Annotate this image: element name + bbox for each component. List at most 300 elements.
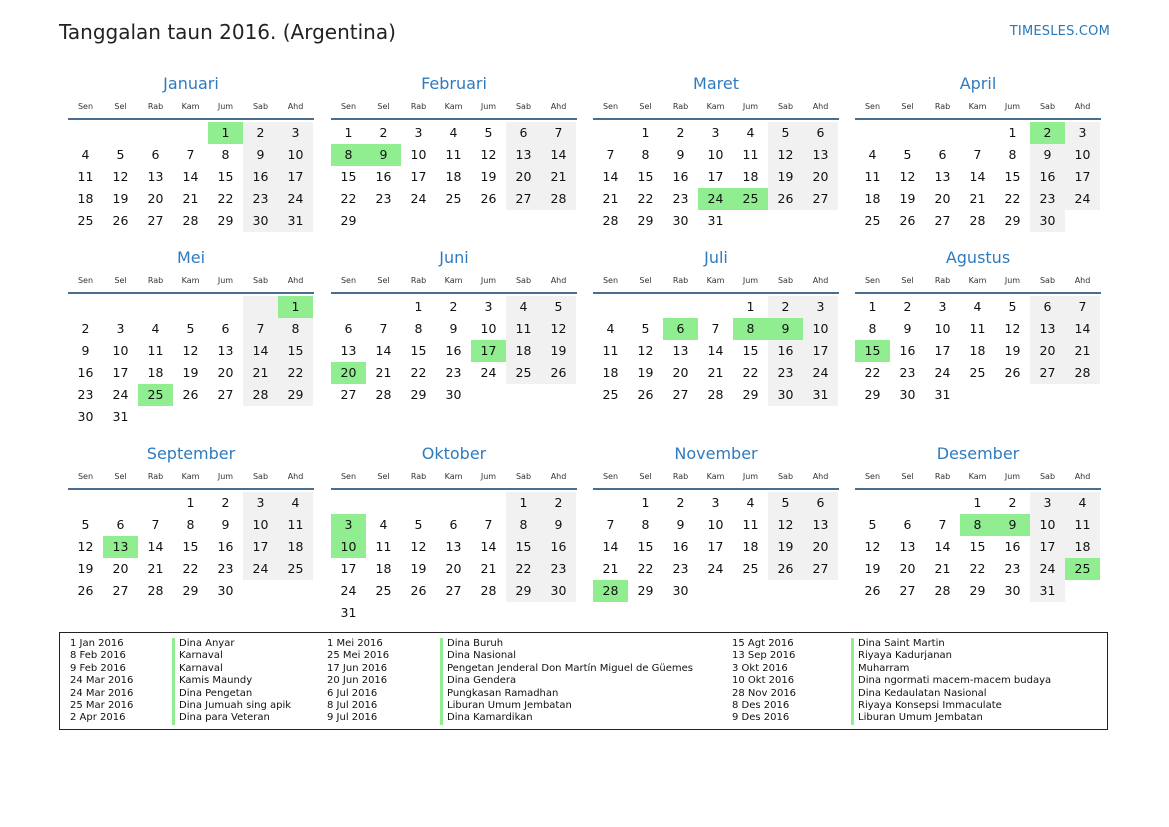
day-cell: 20 (112, 561, 129, 576)
day-cell: 5 (1008, 299, 1017, 314)
day-cell: 20 (217, 365, 234, 380)
legend-dates-3 (732, 638, 796, 725)
weekday-label: Sen (602, 276, 619, 285)
month-agustus (855, 247, 1101, 406)
day-cell: 19 (480, 169, 497, 184)
holiday-day-cell: 24 (698, 188, 733, 210)
day-cell: 29 (969, 583, 986, 598)
holiday-date: 25 Mar 2016 (70, 699, 134, 711)
month-april (855, 73, 1101, 232)
day-cell: 14 (243, 340, 278, 362)
weekday-label: Kam (968, 276, 987, 285)
empty-cell (103, 492, 138, 514)
empty-cell (366, 492, 401, 514)
holiday-name: Kamis Maundy (172, 675, 291, 687)
month-januari (68, 73, 314, 232)
day-cell: 31 (340, 605, 357, 620)
day-cell: 6 (116, 517, 125, 532)
holiday-day-cell: 8 (960, 514, 995, 536)
day-cell: 17 (934, 343, 951, 358)
day-cell: 29 (182, 583, 199, 598)
day-cell: 17 (340, 561, 357, 576)
day-cell: 12 (77, 539, 94, 554)
weekday-label: Rab (147, 276, 164, 285)
weekday-label: Jum (217, 276, 234, 285)
day-grid (68, 492, 313, 602)
day-cell: 3 (278, 122, 313, 144)
day-cell: 4 (151, 321, 160, 336)
day-cell: 2 (1008, 495, 1017, 510)
holiday-name: Dina Kamardikan (440, 712, 693, 724)
weekday-label: Sab (515, 472, 532, 481)
day-cell: 31 (803, 384, 838, 406)
day-cell: 13 (340, 343, 357, 358)
day-cell: 13 (147, 169, 164, 184)
weekday-label: Rab (934, 102, 951, 111)
day-cell: 31 (1030, 580, 1065, 602)
day-cell: 3 (938, 299, 947, 314)
day-cell: 22 (1004, 191, 1021, 206)
holiday-legend (59, 632, 1108, 730)
weekday-label: Rab (672, 276, 689, 285)
holiday-day-cell: 6 (663, 318, 698, 340)
weekday-header (593, 273, 839, 289)
day-cell: 11 (742, 517, 759, 532)
holiday-date: 1 Mei 2016 (327, 638, 383, 649)
day-cell: 9 (449, 321, 458, 336)
day-cell: 25 (864, 213, 881, 228)
day-cell: 13 (803, 514, 838, 536)
day-cell: 12 (541, 318, 576, 340)
day-grid (855, 492, 1100, 602)
holiday-date: 24 Mar 2016 (70, 687, 134, 699)
header-rule (855, 488, 1101, 490)
holiday-day-cell: 1 (278, 296, 313, 318)
day-cell: 12 (112, 169, 129, 184)
holiday-date: 25 Mei 2016 (327, 650, 390, 662)
weekday-label: Ahd (287, 472, 304, 481)
empty-cell (471, 492, 506, 514)
month-title: Desember (936, 444, 1020, 463)
empty-cell (593, 296, 628, 318)
day-cell: 26 (1004, 365, 1021, 380)
weekday-label: Rab (410, 276, 427, 285)
header-rule (593, 488, 839, 490)
day-cell: 27 (112, 583, 129, 598)
weekday-label: Sen (77, 472, 94, 481)
day-cell: 20 (445, 561, 462, 576)
day-cell: 8 (278, 318, 313, 340)
day-cell: 11 (864, 169, 881, 184)
day-cell: 15 (217, 169, 234, 184)
holiday-name: Liburan Umum Jembatan (440, 700, 693, 712)
month-title: September (146, 444, 236, 463)
day-cell: 12 (1004, 321, 1021, 336)
day-cell: 26 (480, 191, 497, 206)
holiday-day-cell: 2 (1030, 122, 1065, 144)
day-cell: 12 (768, 144, 803, 166)
day-cell: 20 (803, 536, 838, 558)
day-cell: 8 (868, 321, 877, 336)
day-cell: 18 (602, 365, 619, 380)
day-cell: 28 (243, 384, 278, 406)
day-cell: 5 (641, 321, 650, 336)
empty-cell (68, 296, 103, 318)
weekday-label: Sen (864, 276, 881, 285)
day-cell: 9 (903, 321, 912, 336)
day-cell: 7 (541, 122, 576, 144)
day-cell: 14 (147, 539, 164, 554)
empty-cell (593, 122, 628, 144)
day-cell: 16 (1030, 166, 1065, 188)
day-cell: 14 (602, 169, 619, 184)
day-cell: 7 (243, 318, 278, 340)
day-cell: 15 (278, 340, 313, 362)
weekday-label: Kam (444, 102, 463, 111)
day-cell: 1 (641, 495, 650, 510)
day-cell: 29 (506, 580, 541, 602)
day-cell: 23 (217, 561, 234, 576)
month-oktober (331, 443, 577, 624)
holiday-day-cell: 9 (995, 514, 1030, 536)
day-cell: 29 (637, 583, 654, 598)
weekday-label: Sel (901, 472, 914, 481)
month-title: April (959, 74, 997, 93)
weekday-label: Jum (480, 276, 497, 285)
day-cell: 21 (147, 561, 164, 576)
month-title: Mei (176, 248, 206, 267)
header-rule (331, 488, 577, 490)
legend-dates-1 (70, 638, 133, 725)
day-cell: 24 (707, 561, 724, 576)
day-cell: 28 (147, 583, 164, 598)
day-cell: 18 (445, 169, 462, 184)
weekday-header (331, 99, 577, 115)
empty-cell (698, 296, 733, 318)
day-cell: 16 (217, 539, 234, 554)
day-cell: 12 (410, 539, 427, 554)
day-cell: 29 (864, 387, 881, 402)
month-title: Juli (704, 248, 728, 267)
weekday-label: Sab (515, 276, 532, 285)
empty-cell (890, 122, 925, 144)
day-cell: 23 (899, 365, 916, 380)
holiday-day-cell: 25 (1065, 558, 1100, 580)
day-cell: 5 (903, 147, 912, 162)
day-cell: 10 (410, 147, 427, 162)
holiday-day-cell: 15 (855, 340, 890, 362)
weekday-label: Kam (181, 472, 200, 481)
day-cell: 2 (676, 125, 685, 140)
holiday-name: Dina Saint Martin (851, 638, 1051, 650)
weekday-label: Jum (217, 102, 234, 111)
weekday-label: Ahd (812, 472, 829, 481)
weekday-label: Kam (706, 276, 725, 285)
day-cell: 21 (375, 365, 392, 380)
day-cell: 10 (1065, 144, 1100, 166)
day-cell: 11 (147, 343, 164, 358)
day-cell: 24 (112, 387, 129, 402)
weekday-label: Sen (602, 472, 619, 481)
holiday-name: Dina para Veteran (172, 712, 291, 724)
weekday-label: Jum (1004, 276, 1021, 285)
day-cell: 6 (938, 147, 947, 162)
day-cell: 30 (768, 384, 803, 406)
weekday-label: Rab (410, 102, 427, 111)
day-cell: 25 (742, 561, 759, 576)
day-cell: 16 (445, 343, 462, 358)
empty-cell (243, 296, 278, 318)
weekday-label: Sel (377, 276, 390, 285)
day-cell: 12 (182, 343, 199, 358)
day-cell: 1 (1008, 125, 1017, 140)
day-cell: 8 (641, 517, 650, 532)
weekday-label: Ahd (550, 276, 567, 285)
day-cell: 28 (375, 387, 392, 402)
day-cell: 19 (899, 191, 916, 206)
day-cell: 7 (1065, 296, 1100, 318)
day-cell: 17 (410, 169, 427, 184)
day-cell: 7 (379, 321, 388, 336)
holiday-name: Karnaval (172, 650, 291, 662)
day-cell: 14 (375, 343, 392, 358)
weekday-label: Sab (1039, 472, 1056, 481)
weekday-label: Ahd (287, 276, 304, 285)
empty-cell (68, 122, 103, 144)
day-cell: 30 (77, 409, 94, 424)
legend-names-1 (172, 638, 291, 725)
weekday-label: Jum (742, 472, 759, 481)
day-cell: 5 (414, 517, 423, 532)
day-cell: 3 (484, 299, 493, 314)
day-cell: 5 (186, 321, 195, 336)
day-cell: 27 (217, 387, 234, 402)
day-cell: 28 (934, 583, 951, 598)
day-cell: 14 (969, 169, 986, 184)
month-juni (331, 247, 577, 406)
month-februari (331, 73, 577, 232)
empty-cell (138, 122, 173, 144)
day-cell: 27 (445, 583, 462, 598)
day-cell: 16 (1004, 539, 1021, 554)
weekday-label: Sab (252, 472, 269, 481)
day-cell: 15 (637, 169, 654, 184)
day-cell: 6 (221, 321, 230, 336)
day-cell: 14 (934, 539, 951, 554)
month-juli (593, 247, 839, 406)
day-cell: 27 (340, 387, 357, 402)
day-cell: 30 (1004, 583, 1021, 598)
day-cell: 4 (868, 147, 877, 162)
month-maret (593, 73, 839, 232)
day-cell: 15 (637, 539, 654, 554)
day-cell: 31 (278, 210, 313, 232)
day-cell: 22 (742, 365, 759, 380)
holiday-date: 6 Jul 2016 (327, 687, 378, 699)
day-cell: 25 (77, 213, 94, 228)
header-rule (593, 118, 839, 120)
day-cell: 1 (868, 299, 877, 314)
day-cell: 31 (707, 213, 724, 228)
day-grid (331, 492, 576, 624)
day-cell: 25 (278, 558, 313, 580)
day-cell: 17 (1065, 166, 1100, 188)
day-cell: 2 (379, 125, 388, 140)
day-cell: 14 (480, 539, 497, 554)
day-cell: 19 (112, 191, 129, 206)
weekday-label: Sab (777, 472, 794, 481)
day-cell: 11 (77, 169, 94, 184)
day-cell: 16 (672, 539, 689, 554)
empty-cell (331, 492, 366, 514)
weekday-label: Sel (639, 276, 652, 285)
weekday-label: Sen (864, 102, 881, 111)
day-cell: 10 (934, 321, 951, 336)
weekday-label: Rab (672, 102, 689, 111)
weekday-label: Jum (217, 472, 234, 481)
day-cell: 10 (480, 321, 497, 336)
day-cell: 27 (1030, 362, 1065, 384)
day-cell: 7 (606, 517, 615, 532)
day-cell: 10 (112, 343, 129, 358)
weekday-label: Kam (968, 102, 987, 111)
day-cell: 8 (414, 321, 423, 336)
day-cell: 19 (768, 166, 803, 188)
weekday-label: Kam (444, 276, 463, 285)
day-cell: 4 (81, 147, 90, 162)
weekday-label: Sel (639, 102, 652, 111)
header-rule (331, 292, 577, 294)
day-cell: 15 (340, 169, 357, 184)
day-cell: 3 (414, 125, 423, 140)
day-cell: 7 (973, 147, 982, 162)
day-cell: 30 (672, 213, 689, 228)
day-grid (855, 296, 1100, 406)
weekday-label: Sen (77, 102, 94, 111)
day-cell: 20 (934, 191, 951, 206)
day-cell: 1 (973, 495, 982, 510)
legend-names-2 (440, 638, 693, 725)
holiday-name: Pungkasan Ramadhan (440, 688, 693, 700)
day-grid (68, 122, 313, 232)
holiday-day-cell: 25 (733, 188, 768, 210)
day-cell: 24 (1030, 558, 1065, 580)
day-cell: 26 (768, 188, 803, 210)
day-cell: 9 (221, 517, 230, 532)
day-cell: 24 (410, 191, 427, 206)
day-cell: 12 (637, 343, 654, 358)
month-desember (855, 443, 1101, 602)
day-cell: 2 (676, 495, 685, 510)
day-cell: 17 (707, 169, 724, 184)
day-cell: 4 (379, 517, 388, 532)
day-cell: 12 (864, 539, 881, 554)
holiday-date: 9 Feb 2016 (70, 662, 126, 674)
holiday-name: Liburan Umum Jembatan (851, 712, 1051, 724)
day-cell: 19 (1004, 343, 1021, 358)
weekday-label: Jum (480, 472, 497, 481)
empty-cell (331, 296, 366, 318)
day-cell: 18 (278, 536, 313, 558)
day-cell: 18 (147, 365, 164, 380)
day-cell: 23 (672, 561, 689, 576)
day-cell: 28 (480, 583, 497, 598)
holiday-name: Dina Kedaulatan Nasional (851, 688, 1051, 700)
day-cell: 24 (1065, 188, 1100, 210)
holiday-date: 8 Jul 2016 (327, 699, 378, 711)
holiday-date: 2 Apr 2016 (70, 712, 126, 724)
day-cell: 15 (1004, 169, 1021, 184)
day-cell: 17 (112, 365, 129, 380)
day-cell: 19 (410, 561, 427, 576)
header-rule (855, 118, 1101, 120)
day-cell: 25 (506, 362, 541, 384)
holiday-day-cell: 9 (768, 318, 803, 340)
day-grid (593, 122, 838, 232)
day-grid (855, 122, 1100, 232)
day-cell: 27 (803, 188, 838, 210)
empty-cell (401, 492, 436, 514)
weekday-label: Ahd (550, 102, 567, 111)
day-cell: 5 (868, 517, 877, 532)
day-cell: 5 (768, 492, 803, 514)
brand-link[interactable]: TIMESLES.COM (1009, 24, 1110, 39)
day-cell: 28 (707, 387, 724, 402)
day-cell: 26 (112, 213, 129, 228)
day-cell: 19 (541, 340, 576, 362)
day-cell: 27 (147, 213, 164, 228)
month-mei (68, 247, 314, 428)
holiday-day-cell: 20 (331, 362, 366, 384)
empty-cell (925, 122, 960, 144)
day-cell: 7 (484, 517, 493, 532)
day-cell: 25 (445, 191, 462, 206)
day-cell: 23 (445, 365, 462, 380)
month-title: Februari (421, 74, 487, 93)
day-cell: 10 (1030, 514, 1065, 536)
day-cell: 2 (903, 299, 912, 314)
day-cell: 13 (934, 169, 951, 184)
day-cell: 4 (506, 296, 541, 318)
holiday-day-cell: 1 (208, 122, 243, 144)
weekday-label: Jum (1004, 472, 1021, 481)
day-cell: 19 (77, 561, 94, 576)
day-grid (331, 122, 576, 232)
holiday-name: Dina Nasional (440, 650, 693, 662)
day-cell: 2 (81, 321, 90, 336)
day-cell: 4 (606, 321, 615, 336)
day-cell: 19 (768, 536, 803, 558)
header-rule (68, 488, 314, 490)
day-cell: 21 (969, 191, 986, 206)
day-cell: 27 (803, 558, 838, 580)
day-cell: 26 (864, 583, 881, 598)
holiday-name: Dina ngormati macem-macem budaya (851, 675, 1051, 687)
weekday-header (855, 99, 1101, 115)
empty-cell (960, 122, 995, 144)
empty-cell (366, 296, 401, 318)
day-grid (593, 492, 838, 602)
day-cell: 28 (541, 188, 576, 210)
day-cell: 9 (243, 144, 278, 166)
day-cell: 7 (151, 517, 160, 532)
day-cell: 1 (506, 492, 541, 514)
day-cell: 11 (445, 147, 462, 162)
day-cell: 13 (506, 144, 541, 166)
weekday-label: Sab (252, 276, 269, 285)
day-cell: 28 (1065, 362, 1100, 384)
holiday-date: 8 Feb 2016 (70, 650, 126, 662)
